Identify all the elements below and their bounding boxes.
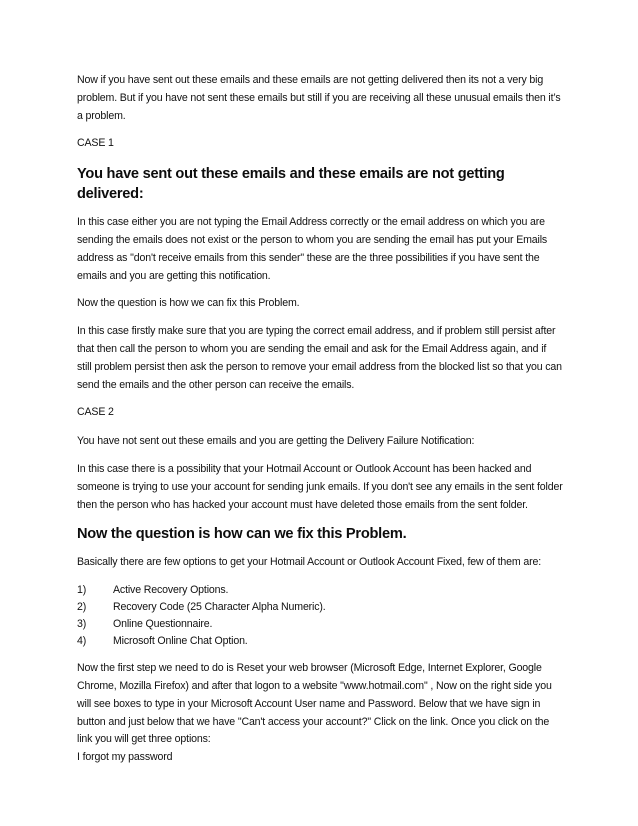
steps-paragraph: Now the first step we need to do is Reset your web browser (Microsoft Edge, Internet Explorer, Google Chrome, Mozilla Firefox) and after that logon to a website "www.hotmail.com" , Now on the right side you will see boxes to type in your Microsoft Account User name and Password. Below that we have sign in button and just below that we have "Can't access your account?" Click on the link. Once you click on the link you will get three options: xyxy=(77,662,552,746)
list-item xyxy=(77,599,563,616)
intro-paragraph: Now if you have sent out these emails and these emails are not getting delivered then its not a very big problem. But if you have not sent these emails but still if you are receiving all these unusual emails then it’s a problem. xyxy=(77,74,561,122)
list-item-number: 2) xyxy=(77,601,87,614)
fix-heading: Now the question is how can we fix this Problem. xyxy=(77,526,407,543)
document-page xyxy=(77,72,563,767)
case-1-paragraph-1: In this case either you are not typing the Email Address correctly or the email address on which you are sending the emails does not exist or the person to whom you are sending the email has put your Emails address as "don't receive emails from this sender" these are the three possibilities if you have sent the emails and you are getting this notification. xyxy=(77,216,548,282)
case-1-paragraph-2: Now the question is how we can fix this Problem. xyxy=(77,297,300,310)
list-item-number: 1) xyxy=(77,584,87,597)
list-item-text: Recovery Code (25 Character Alpha Numeric). xyxy=(113,601,326,614)
case-1-label: CASE 1 xyxy=(77,137,114,150)
case-2-label: CASE 2 xyxy=(77,406,114,419)
list-item-text: Active Recovery Options. xyxy=(113,584,229,597)
case-1-heading: You have sent out these emails and these emails are not getting delivered: xyxy=(77,166,505,203)
options-list xyxy=(77,582,563,650)
list-item-text: Online Questionnaire. xyxy=(113,618,213,631)
last-line: I forgot my password xyxy=(77,751,173,764)
list-item-number: 4) xyxy=(77,635,87,648)
case-2-paragraph-2: In this case there is a possibility that your Hotmail Account or Outlook Account has been hacked and someone is trying to use your account for sending junk emails. If you don't see any emails in the sent folder then the person who has hacked your account must have deleted those emails from the sent folder. xyxy=(77,462,563,511)
list-item xyxy=(77,582,563,599)
case-2-paragraph-1: You have not sent out these emails and you are getting the Delivery Failure Notification: xyxy=(77,435,475,448)
list-item xyxy=(77,633,563,650)
list-item-text: Microsoft Online Chat Option. xyxy=(113,635,248,648)
fix-intro-paragraph: Basically there are few options to get your Hotmail Account or Outlook Account Fixed, few of them are: xyxy=(77,556,542,569)
list-item xyxy=(77,616,563,633)
case-1-paragraph-3: In this case firstly make sure that you are typing the correct email address, and if problem still persist after that then call the person to whom you are sending the email and ask for the Email Address again, and if still problem persist then ask the person to remove your email address from the blocked list so that you can send the emails and the other person can receive the emails. xyxy=(77,325,562,391)
list-item-number: 3) xyxy=(77,618,87,631)
